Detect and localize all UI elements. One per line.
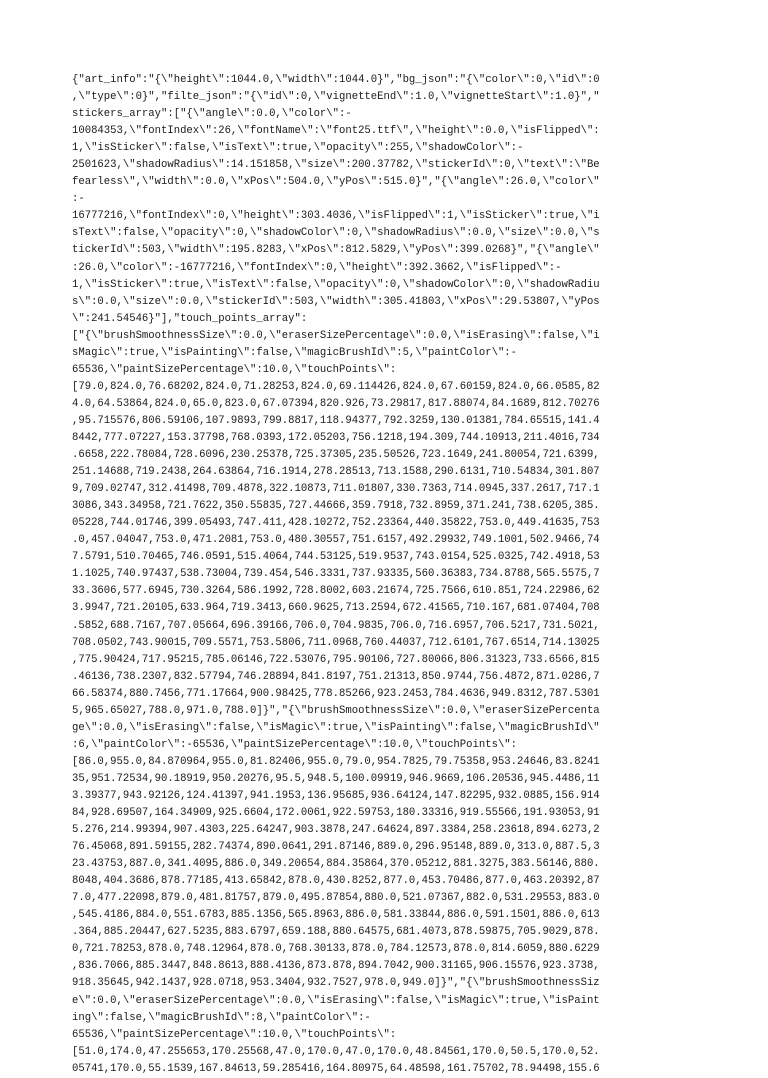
text-line: 65536,\"paintSizePercentage\":10.0,\"touchPoints\": xyxy=(72,363,397,376)
text-line: ,95.715576,806.59106,107.9893,799.8817,118.94377,792.3259,130.01381,784.65515,141.4 xyxy=(72,414,600,427)
text-line: 1,\"isSticker\":false,\"isText\":true,\"opacity\":255,\"shadowColor\":- xyxy=(72,142,524,155)
text-line: ,836.7066,885.3447,848.8613,888.4136,873.878,894.7042,900.31165,906.15576,923.3738, xyxy=(72,960,600,973)
text-line: e\":0.0,\"eraserSizePercentage\":0.0,\"isErasing\":false,\"isMagic\":true,\"isPaint xyxy=(72,994,600,1007)
text-line: 1,\"isSticker\":true,\"isText\":false,\"opacity\":0,\"shadowColor\":0,\"shadowRadiu xyxy=(72,278,600,291)
text-line: ge\":0.0,\"isErasing\":false,\"isMagic\":true,\"isPainting\":false,\"magicBrushId\" xyxy=(72,721,600,734)
text-line: fearless\",\"width\":0.0,\"xPos\":504.0,\"yPos\":515.0}","{\"angle\":26.0,\"color\" xyxy=(72,176,600,189)
text-line: .6658,222.78084,728.6096,230.25378,725.37305,235.50526,723.1649,241.80054,721.6399, xyxy=(72,449,600,462)
text-line: 3.39377,943.92126,124.41397,941.1953,136.95685,936.64124,147.82295,932.0885,156.914 xyxy=(72,789,600,802)
text-line: ,775.90424,717.95215,785.06146,722.53076,795.90106,727.80066,806.31323,733.6566,815 xyxy=(72,653,600,666)
text-line: [86.0,955.0,84.870964,955.0,81.82406,955.0,79.0,954.7825,79.75358,953.24646,83.8241 xyxy=(72,755,600,768)
text-line: .5852,688.7167,707.05664,696.39166,706.0,704.9835,706.0,716.6957,706.5217,731.5021, xyxy=(72,619,600,632)
text-line: 66.58374,880.7456,771.17664,900.98425,778.85266,923.2453,784.4636,949.8312,787.5301 xyxy=(72,687,600,700)
text-line: 10084353,\"fontIndex\":26,\"fontName\":\"font25.ttf\",\"height\":0.0,\"isFlipped\": xyxy=(72,125,600,138)
text-line: 35,951.72534,90.18919,950.20276,95.5,948.5,100.09919,946.9669,106.20536,945.4486,11 xyxy=(72,772,600,785)
text-line: :26.0,\"color\":-16777216,\"fontIndex\":0,\"height\":392.3662,\"isFlipped\":- xyxy=(72,261,562,274)
text-line: 2501623,\"shadowRadius\":14.151858,\"size\":200.37782,\"stickerId\":0,\"text\":\"Be xyxy=(72,159,600,172)
text-line: 1.1025,740.97437,538.73004,739.454,546.3331,737.93335,560.36383,734.8788,565.5575,7 xyxy=(72,568,600,581)
text-line: stickers_array":["{\"angle\":0.0,\"color\":- xyxy=(72,108,352,121)
text-line: [51.0,174.0,47.255653,170.25568,47.0,170.0,47.0,170.0,48.84561,170.0,50.5,170.0,52. xyxy=(72,1045,600,1058)
text-line: [79.0,824.0,76.68202,824.0,71.28253,824.0,69.114426,824.0,67.60159,824.0,66.0585,82 xyxy=(72,380,600,393)
text-line: 33.3606,577.6945,730.3264,586.1992,728.8002,603.21674,725.7566,610.851,724.22986,62 xyxy=(72,585,600,598)
text-line: tickerId\":503,\"width\":195.8283,\"xPos\":812.5829,\"yPos\":399.0268}","{\"angle\" xyxy=(72,244,600,257)
text-line: 05228,744.01746,399.05493,747.411,428.10272,752.23364,440.35822,753.0,449.41635,753 xyxy=(72,517,600,530)
text-line: .364,885.20447,627.5235,883.6797,659.188,880.64575,681.4073,878.59875,705.9029,878. xyxy=(72,926,600,939)
text-line: ,545.4186,884.0,551.6783,885.1356,565.8963,886.0,581.33844,886.0,591.1501,886.0,613 xyxy=(72,909,600,922)
text-line: 0,721.78253,878.0,748.12964,878.0,768.30133,878.0,784.12573,878.0,814.6059,880.6229 xyxy=(72,943,600,956)
text-line: 918.35645,942.1437,928.0718,953.3404,932.7527,978.0,949.0]}","{\"brushSmoothnessSiz xyxy=(72,977,600,990)
text-line: \":241.54546}"],"touch_points_array": xyxy=(72,312,308,325)
text-line: ing\":false,\"magicBrushId\":8,\"paintColor\":- xyxy=(72,1011,371,1024)
text-line: 16777216,\"fontIndex\":0,\"height\":303.4036,\"isFlipped\":1,\"isSticker\":true,\"i xyxy=(72,210,600,223)
text-line: 84,928.69507,164.34909,925.6604,172.0061,922.59753,180.33316,919.55566,191.93053,91 xyxy=(72,807,600,820)
text-line: 5,965.65027,788.0,971.0,788.0]}","{\"brushSmoothnessSize\":0.0,\"eraserSizePercenta xyxy=(72,704,600,717)
text-line: 9,709.02747,312.41498,709.4878,322.10873,711.01807,330.7363,714.0945,337.2617,717.1 xyxy=(72,483,600,496)
text-line: ["{\"brushSmoothnessSize\":0.0,\"eraserSizePercentage\":0.0,\"isErasing\":false,\"i xyxy=(72,329,600,342)
text-line: 8442,777.07227,153.37798,768.0393,172.05203,756.1218,194.309,744.10913,211.4016,734 xyxy=(72,431,600,444)
text-line: {"art_info":"{\"height\":1044.0,\"width\":1044.0}","bg_json":"{\"color\":0,\"id\":0 xyxy=(72,74,600,86)
text-line: 7.5791,510.70465,746.0591,515.4064,744.53125,519.9537,743.0154,525.0325,742.4918,53 xyxy=(72,551,600,564)
text-line: s\":0.0,\"size\":0.0,\"stickerId\":503,\"width\":305.41803,\"xPos\":29.53807,\"yPos xyxy=(72,295,600,308)
text-line: 5.276,214.99394,907.4303,225.64247,903.3878,247.64624,897.3384,258.23618,894.6273,2 xyxy=(72,824,600,837)
text-line: 4.0,64.53864,824.0,65.0,823.0,67.07394,820.926,73.29817,817.88074,84.1689,812.70276 xyxy=(72,397,600,410)
text-line: 65536,\"paintSizePercentage\":10.0,\"touchPoints\": xyxy=(72,1028,397,1041)
text-line: 76.45068,891.59155,282.74374,890.0641,291.87146,889.0,296.95148,889.0,313.0,887.5,3 xyxy=(72,841,600,854)
json-text-block xyxy=(72,72,700,1078)
text-line: 708.0502,743.90015,709.5571,753.5806,711.0968,760.44037,712.6101,767.6514,714.13025 xyxy=(72,636,600,649)
text-line: 251.14688,719.2438,264.63864,716.1914,278.28513,713.1588,290.6131,710.54834,301.807 xyxy=(72,466,600,479)
text-line: 7.0,477.22098,879.0,481.81757,879.0,495.87854,880.0,521.07367,882.0,531.29553,883.0 xyxy=(72,892,600,905)
text-line: 8048,404.3686,878.77185,413.65842,878.0,430.8252,877.0,453.70486,877.0,463.20392,87 xyxy=(72,875,600,888)
text-line: 23.43753,887.0,341.4095,886.0,349.20654,884.35864,370.05212,881.3275,383.56146,880. xyxy=(72,858,600,871)
text-line: 3.9947,721.20105,633.964,719.3413,660.9625,713.2594,672.41565,710.167,681.07404,708 xyxy=(72,602,600,615)
text-line: ,\"type\":0}","filte_json":"{\"id\":0,\"vignetteEnd\":1.0,\"vignetteStart\":1.0}"," xyxy=(72,91,600,104)
text-line: .0,457.04047,753.0,471.2081,753.0,480.30557,751.6157,492.29932,749.1001,502.9466,74 xyxy=(72,534,600,547)
text-line: sText\":false,\"opacity\":0,\"shadowColor\":0,\"shadowRadius\":0.0,\"size\":0.0,\"s xyxy=(72,227,600,240)
text-line: 3086,343.34958,721.7622,350.55835,727.44666,359.7918,732.8959,371.241,738.6205,385. xyxy=(72,500,600,513)
text-line: .46136,738.2307,832.57794,746.28894,841.8197,751.21313,850.9744,756.4872,871.0286,7 xyxy=(72,670,600,683)
text-line: :6,\"paintColor\":-65536,\"paintSizePercentage\":10.0,\"touchPoints\": xyxy=(72,738,518,751)
text-line: :- xyxy=(72,193,85,206)
text-line: 05741,170.0,55.1539,167.84613,59.285416,164.80975,64.48598,161.75702,78.94498,155.6 xyxy=(72,1062,600,1075)
text-line: sMagic\":true,\"isPainting\":false,\"magicBrushId\":5,\"paintColor\":- xyxy=(72,346,518,359)
